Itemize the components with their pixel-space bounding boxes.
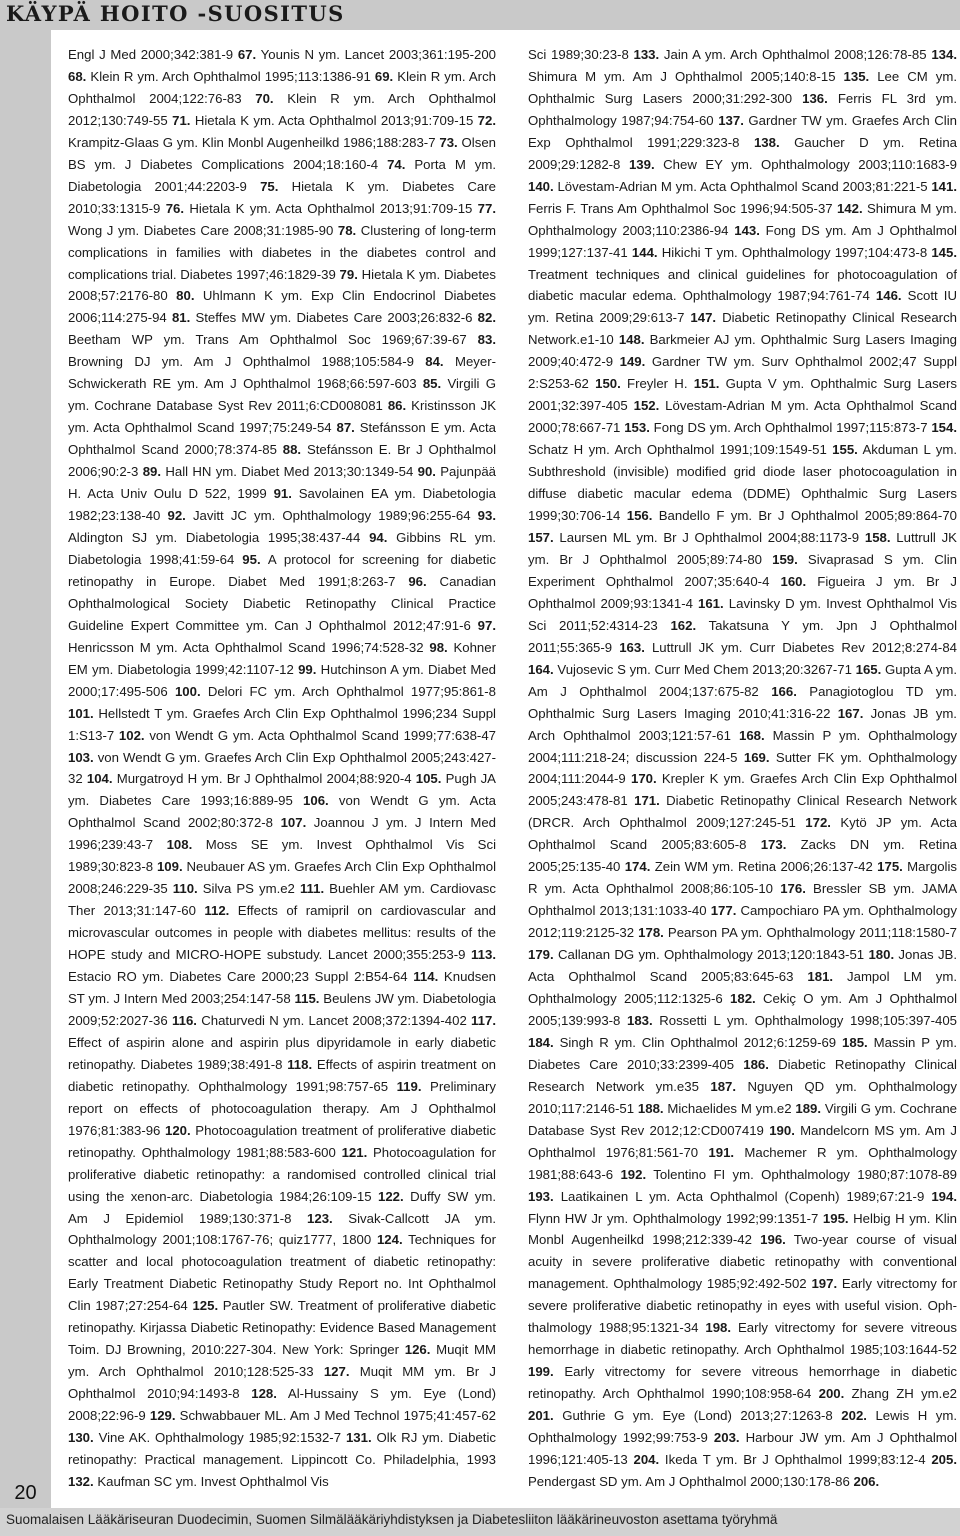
- reference-number: 116.: [172, 1012, 197, 1028]
- reference-number: 86.: [387, 398, 407, 414]
- reference-number: 193.: [528, 1188, 554, 1204]
- reference-number: 79.: [339, 266, 358, 282]
- reference-number: 192.: [620, 1166, 647, 1182]
- reference-number: 123.: [307, 1210, 333, 1226]
- reference-number: 162.: [670, 617, 697, 633]
- reference-number: 181.: [807, 969, 834, 985]
- reference-number: 142.: [836, 200, 863, 216]
- reference-number: 132.: [68, 1473, 94, 1489]
- reference-number: 75.: [260, 178, 279, 194]
- reference-number: 92.: [167, 508, 186, 524]
- reference-number: 114.: [413, 969, 439, 985]
- reference-number: 150.: [595, 376, 621, 392]
- reference-number: 95.: [242, 551, 261, 567]
- reference-number: 189.: [795, 1100, 822, 1116]
- reference-number: 141.: [931, 178, 957, 194]
- reference-number: 88.: [282, 442, 302, 458]
- reference-number: 175.: [877, 859, 903, 875]
- reference-number: 100.: [174, 683, 201, 699]
- header-title: KÄYPÄ HOITO -SUOSITUS: [6, 1, 345, 26]
- reference-number: 159.: [772, 551, 798, 567]
- reference-number: 170.: [630, 771, 657, 787]
- reference-number: 128.: [251, 1386, 277, 1402]
- reference-number: 176.: [780, 881, 806, 897]
- reference-number: 112.: [204, 903, 230, 919]
- reference-number: 145.: [931, 244, 957, 260]
- reference-number: 83.: [477, 332, 496, 348]
- reference-number: 138.: [753, 134, 780, 150]
- reference-number: 205.: [931, 1452, 957, 1467]
- reference-number: 136.: [802, 90, 828, 106]
- reference-number: 206.: [853, 1473, 880, 1489]
- reference-number: 146.: [875, 288, 902, 304]
- reference-number: 108.: [166, 837, 193, 853]
- reference-number: 139.: [628, 156, 655, 172]
- reference-number: 77.: [477, 200, 496, 216]
- reference-number: 173.: [760, 837, 787, 853]
- reference-number: 144.: [631, 244, 658, 260]
- reference-number: 110.: [172, 881, 198, 897]
- reference-number: 96.: [408, 573, 427, 589]
- footer-text: Suomalaisen Lääkäriseuran Duodecimin, Suomen Silmälääkäriyhdistyksen ja Diabetesliiton lääkärineuvoston asettama työryhmä: [6, 1512, 778, 1527]
- reference-number: 143.: [734, 222, 760, 238]
- reference-number: 104.: [86, 771, 113, 787]
- reference-number: 117.: [471, 1012, 496, 1028]
- reference-number: 80.: [176, 288, 195, 304]
- reference-number: 70.: [255, 90, 274, 106]
- reference-number: 101.: [68, 705, 94, 721]
- reference-number: 91.: [273, 486, 292, 502]
- reference-number: 129.: [149, 1408, 176, 1424]
- reference-number: 124.: [376, 1232, 403, 1248]
- reference-number: 178.: [638, 925, 664, 941]
- reference-number: 102.: [118, 727, 145, 743]
- reference-number: 188.: [637, 1100, 664, 1116]
- reference-number: 199.: [528, 1364, 554, 1380]
- reference-number: 126.: [404, 1342, 431, 1358]
- reference-number: 201.: [528, 1408, 554, 1424]
- reference-number: 164.: [528, 661, 554, 677]
- reference-number: 165.: [855, 661, 882, 677]
- reference-number: 182.: [730, 990, 756, 1006]
- reference-number: 69.: [374, 68, 394, 84]
- reference-number: 183.: [626, 1012, 653, 1028]
- reference-number: 121.: [341, 1144, 368, 1160]
- reference-number: 161.: [698, 595, 724, 611]
- reference-number: 204.: [633, 1452, 660, 1467]
- reference-number: 84.: [425, 354, 444, 370]
- reference-number: 163.: [619, 639, 645, 655]
- reference-number: 172.: [805, 815, 831, 831]
- reference-number: 115.: [294, 990, 320, 1006]
- reference-number: 122.: [378, 1188, 404, 1204]
- references-column-right: Sci 1989;30:23-8 133. Jain A ym. Arch Ophthalmol 2008;126:78-85 134. Shimura M ym. Am J Ophthalmol 2005;140:8-15 135. Lee CM ym. Ophthalmic Surg Lasers 2000;31:292-300 136. Ferris FL 3rd ym. Ophthalmology 1987;94:754-60 137. Gardner TW ym. Graefes Arch Clin Exp Ophthalmol 1991;229:323-8 138. Gaucher D ym. Retina 2009;29:1282-8 139. Chew EY ym. Ophthalmology 2003;110:1683-9 140. Lövestam-Adrian M ym. Acta Ophthalmol Scand 2003;81:221-5 141. Ferris F. Trans Am Ophthalmol Soc 1996;94:505-37 142. Shimura M ym. Ophthalmology 2003;110:2386-94 143. Fong DS ym. Am J Ophthalmol 1999;127:137-41 144. Hikichi T ym. Ophthalmology 1997;104:473-8 145. Treatment techniques and clinical guidelines for photocoagulation of diabetic macular edema. Ophthalmology 1987;94:761-74 146. Scott IU ym. Retina 2009;29:613-7 147. Diabetic Retinopathy Clinical Research Network.e1-10 148. Barkmeier AJ ym. Ophthalmic Surg Lasers Imaging 2009;40:472-9 149. Gardner TW ym. Surv Ophthalmol 2002;47 Suppl 2:S253-62 150. Freyler H. 151. Gupta V ym. Ophthalmic Surg Lasers 2001;32:397-405 152. Lövestam-Adrian M ym. Acta Ophthalmol Scand 2000;78:667-71 153. Fong DS ym. Arch Ophthalmol 1997;115:873-7 154. Schatz H ym. Arch Ophthalmol 1991;109:1549-51 155. Akduman L ym. Subthreshold (invisible) modified grid diode laser photocoagulation in diffuse diabetic macular edema (DDME) Ophthalmic Surg Lasers 1999;30:706-14 156. Bandello F ym. Br J Ophthalmol 2005;89:864-70 157. Laursen ML ym. Br J Ophthalmol 2004;88:1173-9 158. Luttrull JK ym. Br J Ophthalmol 2005;89:74-80 159. Sivaprasad S ym. Clin Experiment Ophthalmol 2007;35:640-4 160. Figueira J ym. Br J Ophthalmol 2009;93:1341-4 161. Lavinsky D ym. Invest Ophthalmol Vis Sci 2011;52:4314-23 162. Takatsuna Y ym. Jpn J Ophthalmol 2011;55:365-9 163. Luttrull JK ym. Curr Diabetes Rev 2012;8:274-84 164. Vujosevic S ym. Curr Med Chem 2013;20:3267-71 165. Gupta A ym. Am J Ophthalmol 2004;137:675-82 166. Panagiotoglou TD ym. Ophthalmic Surg Lasers Imaging 2010;41:316-22 167. Jonas JB ym. Arch Ophthalmol 2003;121:57-61 168. Massin P ym. Ophthalmology 2004;111:218-24; discussion 224-5 169. Sutter FK ym. Ophthalmology 2004;111:2044-9 170. Krepler K ym. Graefes Arch Clin Exp Ophthalmol 2005;243:478-81 171. Diabetic Retinopathy Clinical Research Network (DRCR. Arch Ophthalmol 2009;127:245-51 172. Kytö JP ym. Acta Ophthalmol Scand 2005;83:605-8 173. Zacks DN ym. Retina 2005;25:135-40 174. Zein WM ym. Retina 2006;26:137-42 175. Margolis R ym. Acta Ophthalmol 2008;86:105-10 176. Bressler SB ym. JAMA Ophthalmol 2013;131:1033-40 177. Campochiaro PA ym. Ophthalmology 2012;119:2125-32 178. Pearson PA ym. Ophthalmology 2011;118:1580-7 179. Callanan DG ym. Ophthalmology 2013;120:1843-51 180. Jonas JB. Acta Ophthalmol Scand 2005;83:645-63 181. Jampol LM ym. Ophthalmology 2005;112:1325-6 182. Cekiç O ym. Am J Ophthalmol 2005;139:993-8 183. Rossetti L ym. Ophthalmology 1998;105:397-405 184. Singh R ym. Clin Ophthalmol 2012;6:1259-69 185. Massin P ym. Diabetes Care 2010;33:2399-405 186. Diabetic Retinopathy Clinical Research Network ym.e35 187. Nguyen QD ym. Ophthalmology 2010;117:2146-51 188. Michaelides M ym.e2 189. Virgili G ym. Cochrane Database Syst Rev 2012;12:CD007419 190. Mandelcorn MS ym. Am J Ophthalmol 1976;81:561-70 191. Machemer R ym. Ophthalmology 1981;88:643-6 192. Tolentino FI ym. Ophthalmology 1980;87:1078-89 193. Laatikainen L ym. Acta Ophthalmol (Copenh) 1989;67:21-9 194. Flynn HW Jr ym. Ophthalmology 1992;99:1351-7 195. Helbig H ym. Klin Monbl Augenheilkd 1998;212:339-42 196. Two-year course of visual acuity in severe proliferative diabetic retinopathy with conventional management. Ophthalmology 1985;92:492-502 197. Early vitrectomy for severe proliferative diabetic retinopathy in eyes with useful vision. Ophthalmology 1988;95:1321-34 198. Early vitrectomy for severe vitreous hemorrhage in diabetic retinopathy. Arch Ophthalmol 1985;103:1644-52 199. Early vitrectomy for severe vitreous hemorrhage in diabetic retinopathy. Arch Ophthalmol 1990;108:958-64 200. Zhang ZH ym.e2 201. Guthrie G ym. Eye (Lond) 2013;27:1263-8 202. Lewis H ym. Ophthalmology 1992;99:753-9 203. Harbour JW ym. Am J Ophthalmol 1996;121:405-13 204. Ikeda T ym. Br J Ophthalmol 1999;83:12-4 205. Pendergast SD ym. Am J Ophthalmol 2000;130:178-86 206.: [528, 47, 957, 1489]
- reference-number: 203.: [713, 1430, 740, 1446]
- reference-number: 68.: [68, 68, 87, 84]
- reference-number: 202.: [841, 1408, 867, 1424]
- reference-number: 186.: [743, 1056, 769, 1072]
- reference-number: 190.: [769, 1122, 795, 1138]
- reference-number: 153.: [624, 420, 650, 436]
- reference-number: 113.: [471, 947, 496, 963]
- reference-number: 97.: [477, 617, 496, 633]
- reference-number: 74.: [387, 156, 406, 172]
- reference-number: 174.: [624, 859, 651, 875]
- references-column-left: Engl J Med 2000;342:381-9 67. Younis N ym. Lancet 2003;361:195-200 68. Klein R ym. Arch Ophthalmol 1995;113:1386-91 69. Klein R ym. Arch Ophthalmol 2004;122:76-83 70. Klein R ym. Arch Ophthalmol 2012;130:749-55 71. Hietala K ym. Acta Ophthalmol 2013;91:709-15 72. Krampitz-Glaas G ym. Klin Monbl Augenheilkd 1986;188:283-7 73. Olsen BS ym. J Diabetes Complications 2004;18:160-4 74. Porta M ym. Diabetologia 2001;44:2203-9 75. Hietala K ym. Diabetes Care 2010;33:1315-9 76. Hietala K ym. Acta Ophthalmol 2013;91:709-15 77. Wong J ym. Diabetes Care 2008;31:1985-90 78. Clustering of long-term complications in families with diabetes in the diabetes control and complications trial. Diabetes 1997;46:1829-39 79. Hietala K ym. Diabetes 2008;57:2176-80 80. Uhlmann K ym. Exp Clin Endocrinol Diabetes 2006;114:275-94 81. Steffes MW ym. Diabetes Care 2003;26:832-6 82. Beetham WP ym. Trans Am Ophthalmol Soc 1969;67:39-67 83. Browning DJ ym. Am J Ophthalmol 1988;105:584-9 84. Meyer-Schwickerath RE ym. Am J Ophthalmol 1968;66:597-603 85. Virgili G ym. Cochrane Database Syst Rev 2011;6:CD008081 86. Kristinsson JK ym. Acta Ophthalmol Scand 1997;75:249-54 87. Stefánsson E ym. Acta Ophthalmol Scand 2000;78:374-85 88. Stefánsson E. Br J Ophthalmol 2006;90:2-3 89. Hall HN ym. Diabet Med 2013;30:1349-54 90. Pajunpää H. Acta Univ Oulu D 522, 1999 91. Savolainen EA ym. Diabetologia 1982;23:138-40 92. Javitt JC ym. Ophthalmology 1989;96:255-64 93. Aldington SJ ym. Diabetologia 1995;38:437-44 94. Gibbins RL ym. Diabetologia 1998;41:59-64 95. A protocol for screening for diabetic retinopathy in Europe. Diabet Med 1991;8:263-7 96. Canadian Ophthalmological Society Diabetic Retinopathy Clinical Practice Guideline Expert Committee ym. Can J Ophthalmol 2012;47:91-6 97. Henricsson M ym. Acta Ophthalmol Scand 1996;74:528-32 98. Kohner EM ym. Diabetologia 1999;42:1107-12 99. Hutchinson A ym. Diabet Med 2000;17:495-506 100. Delori FC ym. Arch Ophthalmol 1977;95:861-8 101. Hellstedt T ym. Graefes Arch Clin Exp Ophthalmol 1996;234 Suppl 1:S13-7 102. von Wendt G ym. Acta Ophthalmol Scand 1999;77:638-47 103. von Wendt G ym. Graefes Arch Clin Exp Ophthalmol 2005;243:427-32 104. Murgatroyd H ym. Br J Ophthalmol 2004;88:920-4 105. Pugh JA ym. Diabetes Care 1993;16:889-95 106. von Wendt G ym. Acta Ophthalmol Scand 2002;80:372-8 107. Joannou J ym. J Intern Med 1996;239:43-7 108. Moss SE ym. Invest Ophthalmol Vis Sci 1989;30:823-8 109. Neubauer AS ym. Graefes Arch Clin Exp Ophthalmol 2008;246:229-35 110. Silva PS ym.e2 111. Buehler AM ym. Cardiovasc Ther 2013;31:147-60 112. Effects of ramipril on cardiovascular and microvascular outcomes in people with diabetes mellitus: results of the HOPE study and MICRO-HOPE substudy. Lancet 2000;355:253-9 113. Estacio RO ym. Diabetes Care 2000;23 Suppl 2:B54-64 114. Knudsen ST ym. J Intern Med 2003;254:147-58 115. Beulens JW ym. Diabetologia 2009;52:2027-36 116. Chaturvedi N ym. Lancet 2008;372:1394-402 117. Effect of aspirin alone and aspirin plus dipyridamole in early diabetic retinopathy. Diabetes 1989;38:491-8 118. Effects of aspirin treatment on diabetic retinopathy. Ophthalmology 1991;98:757-65 119. Preliminary report on effects of photocoagulation therapy. Am J Ophthalmol 1976;81:383-96 120. Photocoagulation treatment of proliferative diabetic retinopathy. Ophthalmology 1981;88:583-600 121. Photocoagulation for proliferative diabetic retinopathy: a randomised controlled clinical trial using the xenon-arc. Diabetologia 1984;26:109-15 122. Duffy SW ym. Am J Epidemiol 1989;130:371-8 123. Sivak-Callcott JA ym. Ophthalmology 2001;108:1767-76; quiz1777, 1800 124. Techniques for scatter and local photocoagulation treatment of diabetic retinopathy: Early Treatment Diabetic Retinopathy Study Report no. Int Ophthalmol Clin 1987;27:254-64 125. Pautler SW. Treatment of proliferative diabetic retinopathy. Kirjassa Diabetic Retinopathy: Evidence Based Management Toim. DJ Browning, 2010:227-304. New York: Springer 126. Muqit MM ym. Arch Ophthalmol 2010;128:525-33 127. Muqit MM ym. Br J Ophthalmol 2010;94:1493-8 128. Al-Hussainy S ym. Eye (Lond) 2008;22:96-9 129. Schwabbauer ML. Am J Med Technol 1975;41:457-62 130. Vine AK. Ophthalmology 1985;92:1532-7 131. Olk RJ ym. Diabetic retinopathy: Practical management. Lippincott Co. Philadelphia, 1993 132. Kaufman SC ym. Invest Ophthalmol Vis: [68, 47, 496, 1489]
- reference-number: 180.: [868, 947, 895, 963]
- reference-number: 156.: [626, 508, 653, 524]
- reference-number: 149.: [619, 354, 646, 370]
- reference-number: 148.: [618, 332, 645, 348]
- reference-number: 177.: [710, 903, 737, 919]
- reference-number: 94.: [369, 529, 388, 545]
- reference-number: 151.: [693, 376, 720, 392]
- reference-number: 198.: [705, 1320, 732, 1336]
- reference-number: 107.: [280, 815, 307, 831]
- reference-number: 106.: [303, 793, 329, 809]
- reference-number: 78.: [337, 222, 357, 238]
- reference-number: 89.: [142, 464, 162, 480]
- reference-number: 191.: [708, 1144, 735, 1160]
- page-number: 20: [14, 1482, 37, 1504]
- reference-number: 103.: [68, 749, 94, 765]
- reference-number: 140.: [528, 178, 554, 194]
- reference-number: 147.: [690, 310, 717, 326]
- reference-number: 171.: [634, 793, 660, 809]
- reference-number: 185.: [842, 1034, 868, 1050]
- reference-number: 118.: [287, 1056, 313, 1072]
- reference-number: 90.: [417, 464, 436, 480]
- reference-number: 184.: [528, 1034, 554, 1050]
- reference-number: 168.: [739, 727, 765, 743]
- reference-number: 130.: [68, 1430, 94, 1446]
- reference-number: 187.: [710, 1078, 737, 1094]
- reference-number: 194.: [931, 1188, 957, 1204]
- reference-number: 167.: [837, 705, 864, 721]
- reference-number: 120.: [165, 1122, 191, 1138]
- reference-number: 157.: [528, 529, 554, 545]
- reference-number: 154.: [931, 420, 957, 436]
- reference-number: 133.: [633, 47, 660, 62]
- reference-number: 93.: [477, 508, 496, 524]
- reference-number: 200.: [818, 1386, 845, 1402]
- reference-number: 134.: [931, 47, 957, 62]
- reference-number: 155.: [832, 442, 858, 458]
- reference-number: 196.: [760, 1232, 786, 1248]
- reference-number: 105.: [415, 771, 442, 787]
- reference-number: 85.: [422, 376, 442, 392]
- reference-number: 98.: [429, 639, 448, 655]
- reference-number: 99.: [298, 661, 317, 677]
- reference-number: 137.: [718, 112, 744, 128]
- reference-number: 195.: [822, 1210, 849, 1226]
- reference-number: 111.: [299, 881, 325, 897]
- reference-number: 169.: [743, 749, 770, 765]
- reference-number: 76.: [165, 200, 185, 216]
- reference-number: 87.: [336, 420, 355, 436]
- page-header: [0, 0, 960, 30]
- margin-sidebar: [0, 30, 51, 1508]
- reference-number: 109.: [156, 859, 183, 875]
- reference-number: 166.: [771, 683, 797, 699]
- reference-number: 179.: [528, 947, 554, 963]
- reference-number: 72.: [477, 112, 496, 128]
- reference-number: 135.: [843, 68, 870, 84]
- reference-number: 73.: [439, 134, 458, 150]
- reference-number: 81.: [171, 310, 191, 326]
- reference-number: 131.: [345, 1430, 372, 1446]
- reference-number: 158.: [864, 529, 891, 545]
- reference-number: 152.: [633, 398, 660, 414]
- reference-number: 67.: [237, 47, 257, 62]
- reference-number: 127.: [323, 1364, 350, 1380]
- reference-number: 160.: [780, 573, 807, 589]
- reference-number: 82.: [477, 310, 496, 326]
- reference-number: 125.: [192, 1298, 219, 1314]
- reference-number: 71.: [172, 112, 191, 128]
- reference-number: 197.: [811, 1276, 838, 1292]
- reference-number: 119.: [396, 1078, 422, 1094]
- page-footer: [0, 1508, 960, 1536]
